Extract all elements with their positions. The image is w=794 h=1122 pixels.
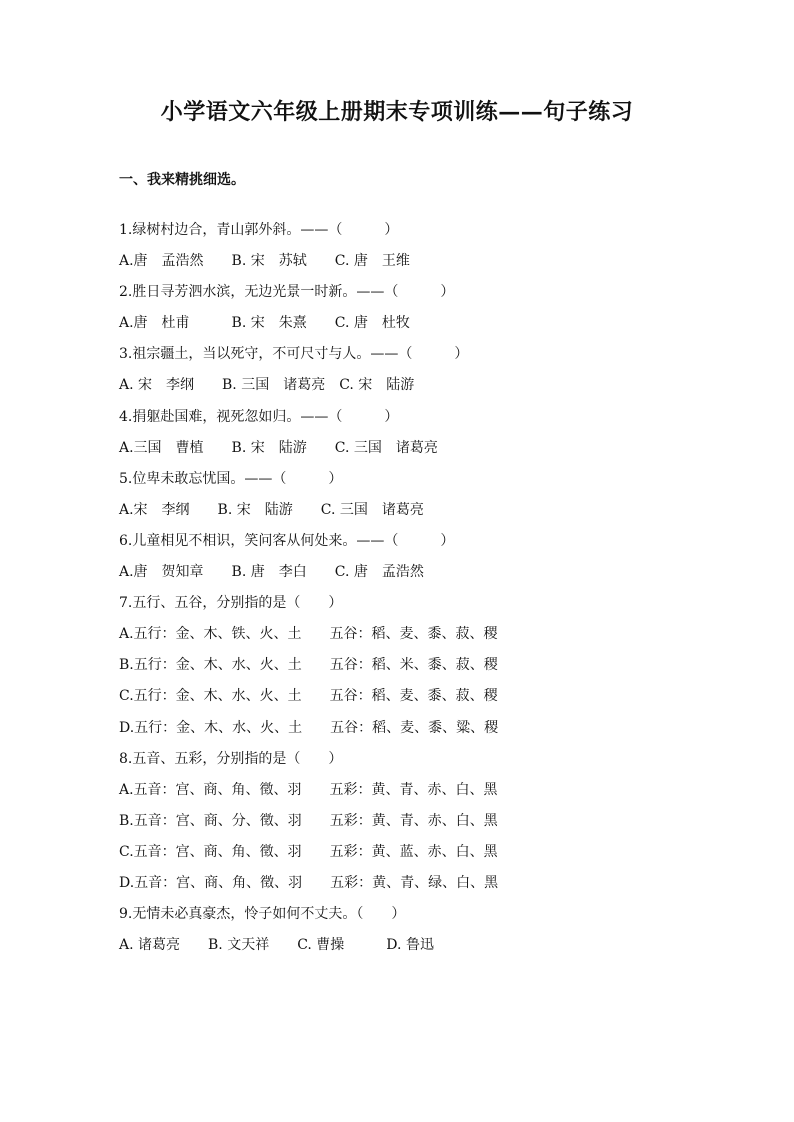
question-8: 8.五音、五彩，分别指的是（ ） — [119, 750, 343, 767]
question-5-options: A.宋 李纲 B. 宋 陆游 C. 三国 诸葛亮 — [119, 501, 424, 518]
question-3-options: A. 宋 李纲 B. 三国 诸葛亮 C. 宋 陆游 — [119, 377, 415, 394]
question-4-options: A.三国 曹植 B. 宋 陆游 C. 三国 诸葛亮 — [119, 439, 438, 456]
page-title: 小学语文六年级上册期末专项训练——句子练习 — [160, 99, 634, 125]
question-7-option-c: C.五行：金、木、水、火、土 五谷：稻、麦、黍、菽、稷 — [119, 688, 498, 705]
question-3: 3.祖宗疆土，当以死守，不可尺寸与人。——（ ） — [119, 346, 469, 363]
question-8-option-a: A.五音：宫、商、角、徵、羽 五彩：黄、青、赤、白、黑 — [119, 781, 498, 798]
question-2: 2.胜日寻芳泗水滨，无边光景一时新。——（ ） — [119, 284, 455, 301]
question-5: 5.位卑未敢忘忧国。——（ ） — [119, 470, 343, 487]
question-1-options: A.唐 孟浩然 B. 宋 苏轼 C. 唐 王维 — [119, 253, 410, 270]
question-6: 6.儿童相见不相识，笑问客从何处来。——（ ） — [119, 532, 455, 549]
question-list — [119, 215, 679, 961]
question-6-options: A.唐 贺知章 B. 唐 李白 C. 唐 孟浩然 — [119, 564, 424, 581]
question-9-options: A. 诸葛亮 B. 文天祥 C. 曹操 D. 鲁迅 — [119, 937, 434, 954]
question-4: 4.捐躯赴国难，视死忽如归。——（ ） — [119, 408, 399, 425]
question-1: 1.绿树村边合，青山郭外斜。——（ ） — [119, 222, 399, 238]
question-9: 9.无情未必真豪杰，怜子如何不丈夫。（ ） — [119, 906, 406, 923]
question-8-option-c: C.五音：宫、商、角、徵、羽 五彩：黄、蓝、赤、白、黑 — [119, 843, 498, 860]
question-7-option-a: A.五行：金、木、铁、火、土 五谷：稻、麦、黍、菽、稷 — [119, 626, 498, 643]
question-2-options: A.唐 杜甫 B. 宋 朱熹 C. 唐 杜牧 — [119, 315, 410, 332]
question-7-option-d: D.五行：金、木、水、火、土 五谷：稻、麦、黍、粱、稷 — [119, 719, 499, 736]
question-7-option-b: B.五行：金、木、水、火、土 五谷：稻、米、黍、菽、稷 — [119, 657, 498, 674]
section-heading: 一、我来精挑细选。 — [119, 172, 245, 188]
question-7: 7.五行、五谷，分别指的是（ ） — [119, 595, 343, 612]
question-8-option-d: D.五音：宫、商、角、徵、羽 五彩：黄、青、绿、白、黑 — [119, 874, 499, 891]
question-8-option-b: B.五音：宫、商、分、徵、羽 五彩：黄、青、赤、白、黑 — [119, 812, 498, 829]
